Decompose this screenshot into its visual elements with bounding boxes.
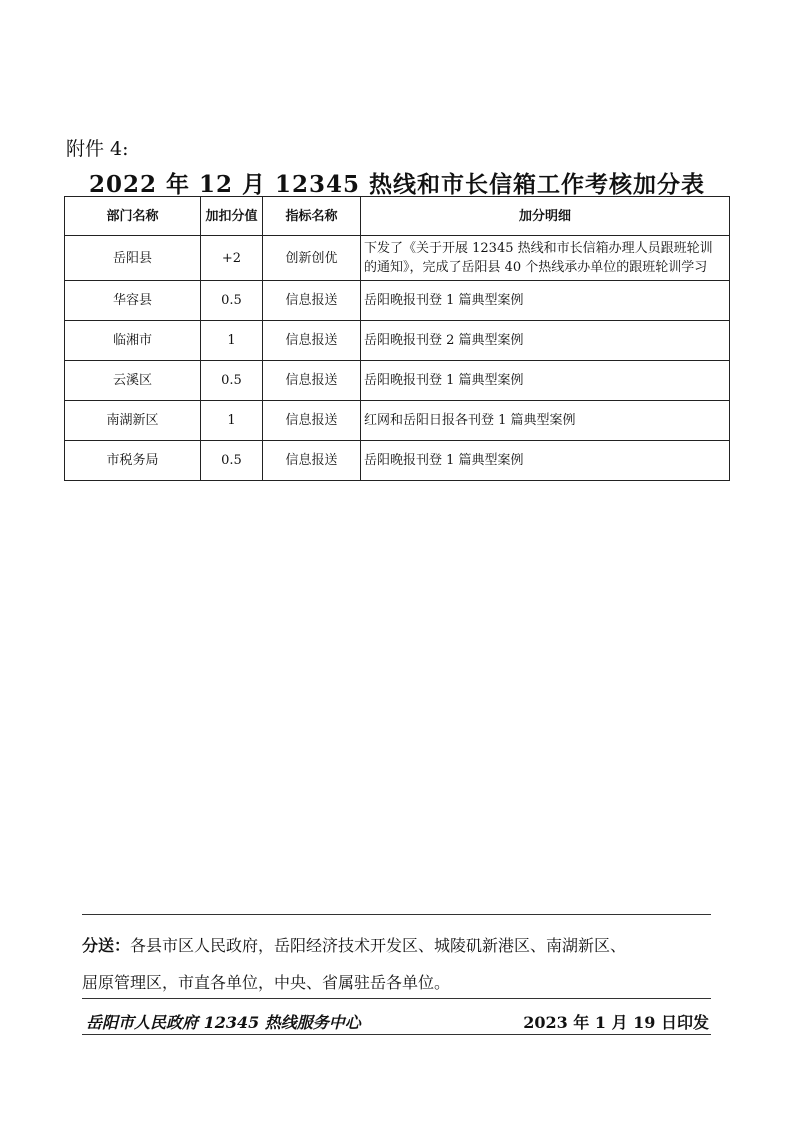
table-row bbox=[65, 236, 730, 281]
detail-cell: 岳阳晚报刊登 1 篇典型案例 bbox=[361, 281, 730, 321]
detail-cell bbox=[361, 236, 730, 281]
score-cell: 0.5 bbox=[201, 441, 263, 481]
table-row bbox=[65, 441, 730, 481]
score-cell: 0.5 bbox=[201, 361, 263, 401]
indicator-cell: 信息报送 bbox=[263, 321, 361, 361]
top-divider bbox=[82, 914, 711, 915]
middle-divider bbox=[82, 998, 711, 999]
distribution-label: 分送： bbox=[82, 936, 131, 955]
detail-line: 的通知》，完成了岳阳县 40 个热线承办单位的跟班轮训学习 bbox=[364, 260, 708, 275]
distribution-block bbox=[82, 927, 711, 1001]
department-cell: 云溪区 bbox=[65, 361, 201, 401]
distribution-line: 屈原管理区，市直各单位，中央、省属驻岳各单位。 bbox=[82, 973, 451, 992]
table-header-row bbox=[65, 197, 730, 236]
table-row bbox=[65, 401, 730, 441]
indicator-cell: 创新创优 bbox=[263, 236, 361, 281]
detail-cell: 岳阳晚报刊登 2 篇典型案例 bbox=[361, 321, 730, 361]
department-cell: 岳阳县 bbox=[65, 236, 201, 281]
header-indicator: 指标名称 bbox=[263, 197, 361, 236]
detail-cell: 岳阳晚报刊登 1 篇典型案例 bbox=[361, 361, 730, 401]
table-row bbox=[65, 361, 730, 401]
attachment-label: 附件 4: bbox=[66, 138, 129, 160]
distribution-text: 各县市区人民政府，岳阳经济技术开发区、城陵矶新港区、南湖新区、 bbox=[130, 936, 627, 955]
table-row bbox=[65, 281, 730, 321]
score-cell: +2 bbox=[201, 236, 263, 281]
score-cell: 1 bbox=[201, 321, 263, 361]
table-row bbox=[65, 321, 730, 361]
detail-cell: 红网和岳阳日报各刊登 1 篇典型案例 bbox=[361, 401, 730, 441]
bottom-divider bbox=[82, 1034, 711, 1035]
score-table bbox=[64, 196, 730, 481]
header-score: 加扣分值 bbox=[201, 197, 263, 236]
indicator-cell: 信息报送 bbox=[263, 361, 361, 401]
indicator-cell: 信息报送 bbox=[263, 401, 361, 441]
indicator-cell: 信息报送 bbox=[263, 441, 361, 481]
department-cell: 临湘市 bbox=[65, 321, 201, 361]
detail-line: 下发了《关于开展 12345 热线和市长信箱办理人员跟班轮训 bbox=[364, 241, 713, 256]
department-cell: 华容县 bbox=[65, 281, 201, 321]
document-title: 2022 年 12 月 12345 热线和市长信箱工作考核加分表 bbox=[88, 171, 706, 198]
department-cell: 市税务局 bbox=[65, 441, 201, 481]
distribution-line bbox=[82, 927, 711, 964]
issue-date: 2023 年 1 月 19 日印发 bbox=[523, 1013, 709, 1032]
score-cell: 1 bbox=[201, 401, 263, 441]
indicator-cell: 信息报送 bbox=[263, 281, 361, 321]
header-department: 部门名称 bbox=[65, 197, 201, 236]
issuer: 岳阳市人民政府 12345 热线服务中心 bbox=[86, 1013, 361, 1032]
department-cell: 南湖新区 bbox=[65, 401, 201, 441]
header-detail: 加分明细 bbox=[361, 197, 730, 236]
score-cell: 0.5 bbox=[201, 281, 263, 321]
detail-cell: 岳阳晚报刊登 1 篇典型案例 bbox=[361, 441, 730, 481]
